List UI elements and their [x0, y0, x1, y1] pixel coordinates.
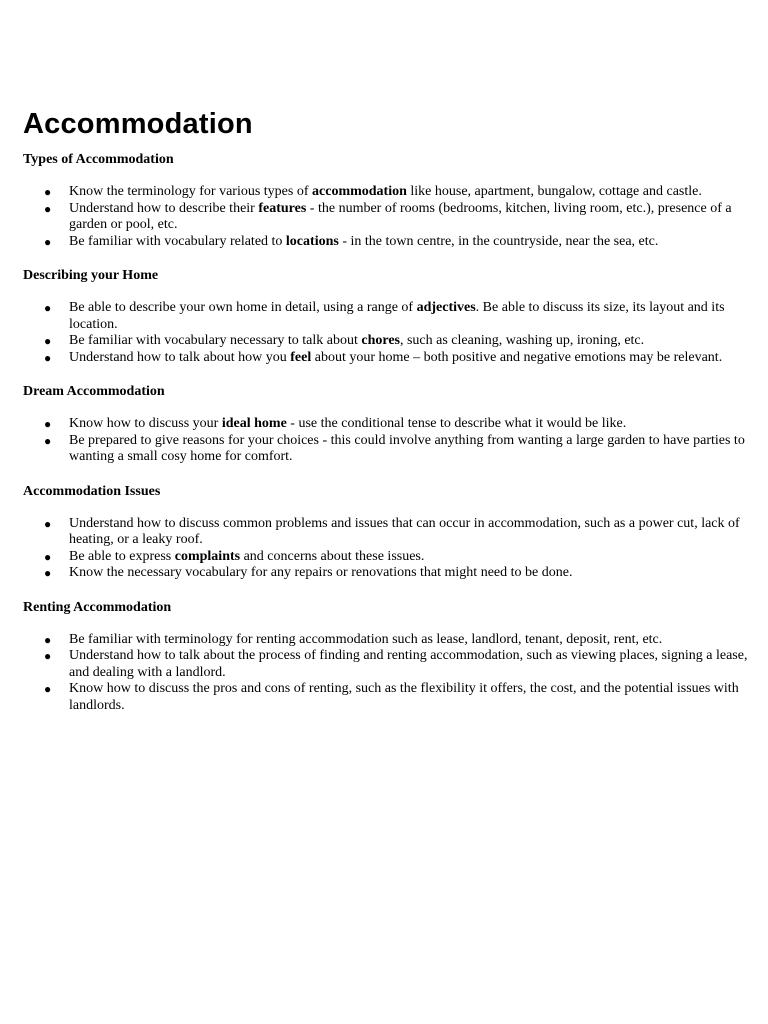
bullet-dot-icon: ●: [44, 234, 52, 249]
text-segment: Know the terminology for various types of: [69, 184, 313, 199]
bullet-list: [23, 184, 758, 250]
section: [23, 599, 758, 715]
section: [23, 151, 758, 250]
bullet-item: [23, 333, 758, 350]
text-segment: Understand how to describe their: [69, 200, 259, 216]
bullet-dot-icon: ●: [44, 350, 52, 365]
text-segment: Know how to discuss the pros and cons of renting, such as the flexibility it offers, the cost, and the potential issues with landlords.: [69, 681, 739, 713]
bullet-text: [69, 416, 626, 431]
bullet-item: [23, 681, 758, 714]
bullet-text: [69, 516, 740, 548]
section-heading: Renting Accommodation: [23, 599, 172, 615]
bullet-text: [69, 565, 572, 580]
bold-term: accommodation: [312, 184, 407, 199]
bullet-text: [69, 433, 745, 465]
bullet-dot-icon: ●: [44, 682, 52, 696]
bullet-item: [23, 516, 758, 549]
text-segment: Be familiar with vocabulary related to: [69, 233, 286, 249]
bold-term: locations: [285, 233, 339, 249]
bullet-text: [69, 549, 424, 564]
bold-term: ideal home: [221, 416, 287, 431]
section: [23, 383, 758, 466]
document-title: Accommodation: [23, 108, 253, 140]
bold-term: features: [258, 200, 307, 216]
bullet-item: [23, 234, 758, 251]
section-heading: Types of Accommodation: [23, 152, 174, 167]
text-segment: - in the town centre, in the countryside, near the sea, etc.: [338, 233, 659, 249]
text-segment: about your home – both positive and negative emotions may be relevant.: [311, 349, 723, 365]
bullet-item: [23, 565, 758, 582]
bullet-dot-icon: ●: [44, 185, 52, 199]
bullet-text: [69, 681, 739, 713]
text-segment: Be able to express: [69, 548, 175, 564]
bullet-item: [23, 201, 758, 234]
text-segment: - the number of rooms (bedrooms, kitchen, living room, etc.), presence of a garden or pool, etc.: [69, 200, 732, 232]
bold-term: feel: [290, 349, 312, 365]
text-segment: Understand how to talk about how you: [69, 349, 291, 365]
text-segment: Know the necessary vocabulary for any repairs or renovations that might need to be done.: [69, 565, 573, 580]
text-segment: Know how to discuss your: [69, 416, 222, 431]
bullet-dot-icon: ●: [44, 649, 52, 663]
bullet-text: [69, 234, 658, 249]
bullet-dot-icon: ●: [44, 632, 52, 647]
bold-term: complaints: [174, 548, 241, 564]
bullet-list: [23, 516, 758, 582]
section-heading: Dream Accommodation: [23, 384, 165, 399]
bullet-text: [69, 350, 722, 365]
bullet-dot-icon: ●: [44, 334, 52, 348]
text-segment: Be able to describe your own home in detail, using a range of: [69, 300, 417, 315]
bullet-item: [23, 300, 758, 333]
bullet-text: [69, 648, 747, 680]
text-segment: Be familiar with terminology for renting accommodation such as lease, landlord, tenant, deposit, rent, etc.: [69, 631, 663, 647]
text-segment: Understand how to discuss common problems and issues that can occur in accommodation, such as a power cut, lack of heating, or a leaky roof.: [69, 515, 740, 547]
document-page: [23, 106, 758, 714]
text-segment: and concerns about these issues.: [240, 548, 425, 564]
text-segment: , such as cleaning, washing up, ironing, etc.: [399, 333, 645, 348]
bullet-dot-icon: ●: [44, 201, 52, 216]
bold-term: adjectives: [416, 300, 476, 315]
bullet-dot-icon: ●: [44, 417, 52, 431]
document-sections: [23, 151, 758, 714]
bullet-text: [69, 184, 702, 199]
bold-term: chores: [361, 333, 400, 348]
text-segment: like house, apartment, bungalow, cottage and castle.: [406, 184, 702, 199]
bullet-text: [69, 632, 662, 647]
section-heading: Describing your Home: [23, 268, 159, 283]
bullet-dot-icon: ●: [44, 566, 52, 580]
bullet-item: [23, 549, 758, 566]
text-segment: Be prepared to give reasons for your choices - this could involve anything from wanting a large garden to have parties to wanting a small cosy home for comfort.: [69, 432, 745, 464]
text-segment: Understand how to talk about the process of finding and renting accommodation, such as viewing places, signing a lease, and dealing with a landlord.: [69, 648, 748, 680]
bullet-text: [69, 333, 644, 348]
bullet-item: [23, 184, 758, 201]
bullet-dot-icon: ●: [44, 549, 52, 564]
bullet-dot-icon: ●: [44, 516, 52, 531]
bullet-text: [69, 201, 732, 233]
section: [23, 483, 758, 582]
bullet-item: [23, 632, 758, 649]
bullet-item: [23, 416, 758, 433]
bullet-item: [23, 350, 758, 367]
bullet-text: [69, 300, 725, 332]
bullet-dot-icon: ●: [44, 433, 52, 448]
text-segment: Be familiar with vocabulary necessary to talk about: [69, 333, 362, 348]
text-segment: . Be able to discuss its size, its layout and its location.: [69, 300, 725, 332]
bullet-list: [23, 300, 758, 366]
section-heading: Accommodation Issues: [23, 483, 161, 499]
bullet-list: [23, 632, 758, 715]
text-segment: - use the conditional tense to describe what it would be like.: [286, 416, 627, 431]
bullet-dot-icon: ●: [44, 301, 52, 315]
section: [23, 267, 758, 366]
bullet-item: [23, 433, 758, 466]
bullet-list: [23, 416, 758, 466]
bullet-item: [23, 648, 758, 681]
